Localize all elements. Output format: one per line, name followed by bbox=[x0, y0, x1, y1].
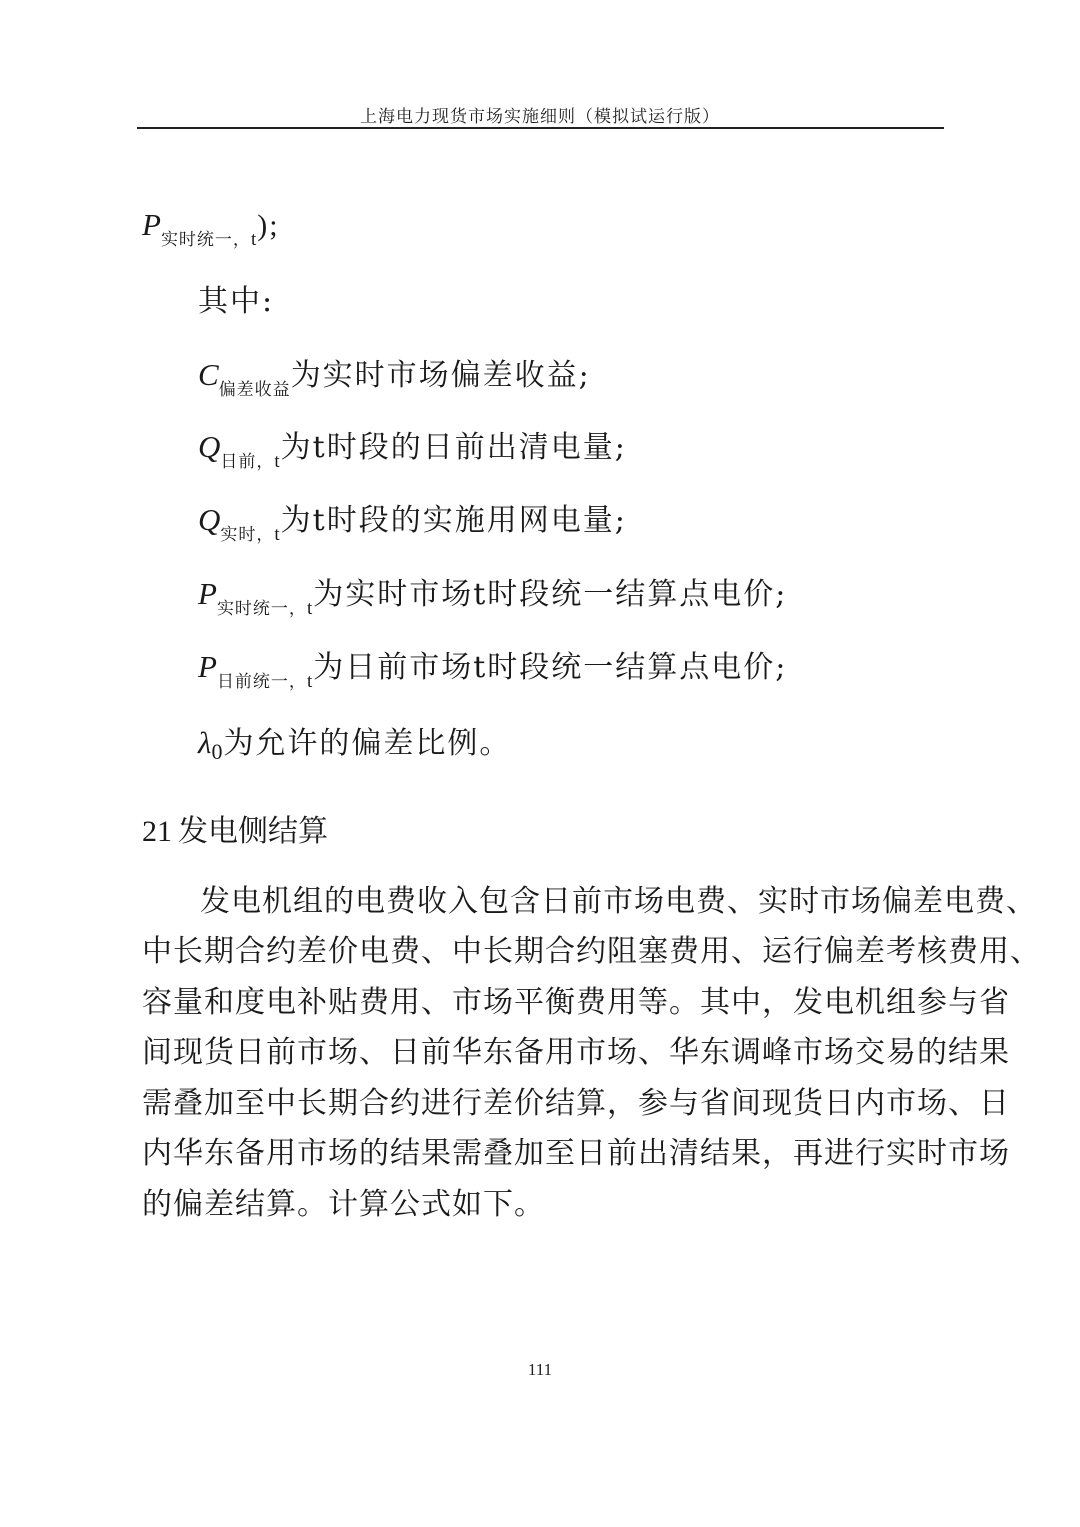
paragraph-line: 间现货日前市场、日前华东备用市场、华东调峰市场交易的结果 bbox=[142, 1035, 1010, 1070]
section-heading bbox=[142, 812, 328, 852]
page-header-title: 上海电力现货市场实施细则（模拟试运行版） bbox=[360, 107, 720, 127]
definition-text: 为允许的偏差比例。 bbox=[223, 726, 512, 761]
definition-text: 为日前市场t时段统一结算点电价; bbox=[313, 650, 788, 685]
definition-line-realtime-price bbox=[198, 574, 787, 619]
definition-text: 为实时市场t时段统一结算点电价; bbox=[313, 577, 788, 612]
definition-text: 为实时市场偏差收益; bbox=[290, 358, 591, 393]
variable-symbol: λ bbox=[198, 725, 212, 760]
paragraph-line: 发电机组的电费收入包含日前市场电费、实时市场偏差电费、 bbox=[200, 884, 1037, 919]
variable-symbol: P bbox=[198, 649, 217, 684]
section-title-text: 发电侧结算 bbox=[178, 814, 328, 849]
variable-symbol: P bbox=[142, 207, 161, 242]
definition-line-deviation-income bbox=[198, 355, 591, 400]
paragraph-line: 内华东备用市场的结果需叠加至日前出清结果，再进行实时市场 bbox=[142, 1136, 1010, 1171]
variable-subscript: 实时，t bbox=[220, 524, 281, 545]
variable-symbol: P bbox=[198, 576, 217, 611]
paragraph-line: 容量和度电补贴费用、市场平衡费用等。其中，发电机组参与省 bbox=[142, 985, 1010, 1020]
definition-text: 为t时段的实施用网电量; bbox=[280, 503, 627, 538]
variable-symbol: Q bbox=[198, 429, 221, 464]
definition-line-dayahead-quantity bbox=[198, 427, 627, 472]
paragraph-line: 的偏差结算。计算公式如下。 bbox=[142, 1187, 545, 1222]
page-header-rule bbox=[137, 127, 944, 129]
page-number: 111 bbox=[527, 1360, 553, 1379]
formula-line-continuation bbox=[142, 205, 280, 250]
variable-subscript: 实时统一，t bbox=[160, 229, 258, 250]
definition-line-realtime-quantity bbox=[198, 500, 627, 545]
section-number: 21 bbox=[142, 815, 172, 848]
variable-subscript: 日前统一，t bbox=[216, 671, 314, 692]
definition-line-deviation-ratio bbox=[198, 723, 511, 766]
variable-subscript: 日前，t bbox=[220, 451, 281, 472]
definition-text: 为t时段的日前出清电量; bbox=[280, 430, 627, 465]
where-label: 其中: bbox=[198, 284, 275, 319]
variable-subscript: 偏差收益 bbox=[218, 380, 291, 400]
paragraph-line: 需叠加至中长期合约进行差价结算，参与省间现货日内市场、日 bbox=[142, 1086, 1010, 1121]
variable-subscript: 0 bbox=[211, 739, 224, 764]
variable-symbol: Q bbox=[198, 502, 221, 537]
definition-line-dayahead-price bbox=[198, 647, 787, 692]
variable-subscript: 实时统一，t bbox=[216, 598, 314, 619]
formula-tail: ); bbox=[257, 209, 280, 242]
paragraph-line: 中长期合约差价电费、中长期合约阻塞费用、运行偏差考核费用、 bbox=[142, 934, 1041, 969]
variable-symbol: C bbox=[198, 357, 219, 392]
